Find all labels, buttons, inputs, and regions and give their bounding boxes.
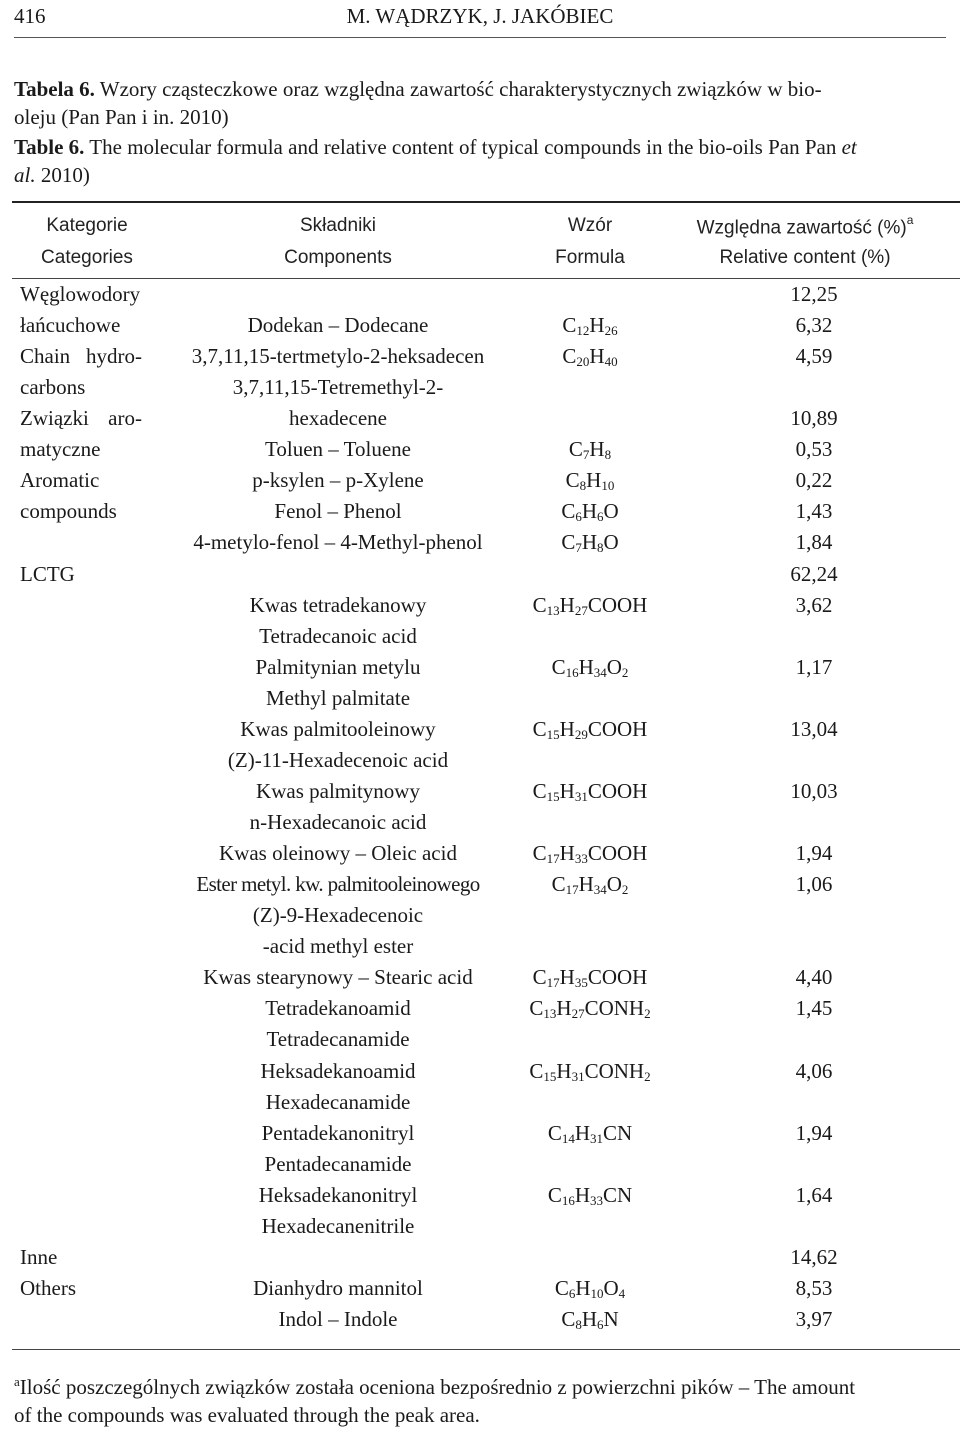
formula-symbol: C <box>551 654 566 679</box>
table-row <box>0 655 960 686</box>
content-value-cell: 13,04 <box>790 716 838 741</box>
formula-cell <box>500 1307 680 1332</box>
formula-symbol: C <box>551 872 566 897</box>
formula-symbol: C <box>561 1306 576 1331</box>
formula-symbol: C <box>547 1182 562 1207</box>
table-row <box>0 375 960 406</box>
content-value-cell: 1,43 <box>795 499 833 524</box>
content-value-cell: 14,62 <box>790 1244 838 1269</box>
table-row <box>0 313 960 344</box>
component-cell: Kwas oleinowy – Oleic acid <box>219 841 457 866</box>
table-row <box>0 996 960 1027</box>
content-value-cell: 6,32 <box>795 313 833 338</box>
table-row <box>0 1152 960 1183</box>
table-row <box>0 1027 960 1058</box>
page-number: 416 <box>14 4 46 28</box>
table-bottom-rule <box>12 1349 960 1350</box>
component-cell: Toluen – Toluene <box>265 437 411 462</box>
component-cell: Kwas palmitynowy <box>256 778 420 803</box>
col-header-components-pl: Składniki <box>299 215 377 236</box>
formula-symbol: CN <box>603 1120 633 1145</box>
col-header-categories-pl: Kategorie <box>46 215 128 236</box>
formula-subscript: 8 <box>597 540 604 556</box>
component-cell: Hexadecanamide <box>265 1089 411 1114</box>
caption-english <box>14 133 954 189</box>
component-cell: Palmitynian metylu <box>255 654 421 679</box>
table-row <box>0 624 960 655</box>
formula-symbol: C <box>532 778 547 803</box>
formula-subscript: 29 <box>574 726 588 742</box>
component-cell: Pentadekanonitryl <box>261 1120 415 1145</box>
component-cell: Heksadekanonitryl <box>258 1182 418 1207</box>
formula-subscript: 6 <box>575 509 582 525</box>
formula-subscript: 17 <box>546 851 560 867</box>
caption-polish-line1: Wzory cząsteczkowe oraz względna zawartość charakterystycznych związków w bio- <box>94 77 822 101</box>
formula-symbol: C <box>529 996 544 1021</box>
formula-symbol: C <box>554 1275 569 1300</box>
component-cell: Kwas tetradekanowy <box>249 592 427 617</box>
formula-symbol: H <box>574 1182 590 1207</box>
formula-cell <box>500 965 680 990</box>
table-row <box>0 748 960 779</box>
formula-cell <box>500 717 680 742</box>
table-row <box>0 1276 960 1307</box>
formula-subscript: 2 <box>644 1068 651 1084</box>
formula-symbol: H <box>559 965 575 990</box>
component-cell: Pentadecanamide <box>264 1151 412 1176</box>
col-header-formula-pl: Wzór <box>567 215 613 236</box>
table-row <box>0 499 960 530</box>
formula-subscript: 27 <box>571 1006 585 1022</box>
formula-symbol: H <box>574 1120 590 1145</box>
formula-cell <box>500 593 680 618</box>
formula-cell <box>500 655 680 680</box>
formula-symbol: COOH <box>587 592 648 617</box>
formula-symbol: O <box>603 1275 619 1300</box>
formula-symbol: H <box>559 841 575 866</box>
table-row <box>0 562 960 593</box>
content-value-cell: 10,03 <box>790 778 838 803</box>
formula-symbol: H <box>556 1058 572 1083</box>
table-row <box>0 1059 960 1090</box>
formula-subscript: 10 <box>590 1285 604 1301</box>
formula-symbol: H <box>581 499 597 524</box>
caption-english-label: Table 6. <box>14 135 85 159</box>
table-row <box>0 437 960 468</box>
formula-subscript: 2 <box>621 882 629 898</box>
formula-subscript: 16 <box>561 1192 575 1208</box>
formula-symbol: C <box>532 965 547 990</box>
component-cell: Tetradekanoamid <box>265 996 411 1021</box>
formula-symbol: CONH <box>584 1058 645 1083</box>
formula-subscript: 7 <box>575 540 582 556</box>
formula-subscript: 8 <box>575 1316 582 1332</box>
component-cell: 3,7,11,15-Tetremethyl-2- <box>232 375 444 400</box>
table-row <box>0 530 960 561</box>
component-cell: Dodekan – Dodecane <box>247 313 429 338</box>
formula-symbol: C <box>562 313 577 338</box>
formula-symbol: C <box>532 716 547 741</box>
formula-subscript: 31 <box>590 1130 603 1146</box>
content-value-cell: 8,53 <box>795 1275 833 1300</box>
formula-symbol: O <box>606 654 622 679</box>
component-cell: Kwas palmitooleinowy <box>240 716 436 741</box>
formula-symbol: C <box>547 1120 562 1145</box>
table-row <box>0 344 960 375</box>
footnote-marker: a <box>14 1374 20 1389</box>
col-header-content-pl-text: Względna zawartość (%) <box>696 217 907 239</box>
table-row <box>0 779 960 810</box>
formula-subscript: 8 <box>604 447 612 463</box>
footnote-line2: of the compounds was evaluated through the peak area. <box>14 1403 480 1427</box>
content-value-cell: 62,24 <box>790 561 838 586</box>
caption-english-al: al. <box>14 163 36 187</box>
formula-subscript: 31 <box>574 788 588 804</box>
formula-cell <box>500 344 680 369</box>
header-bottom-rule <box>12 278 960 279</box>
col-header-components-en: Components <box>284 247 392 268</box>
table-row <box>0 468 960 499</box>
formula-cell <box>500 437 680 462</box>
table-row <box>0 810 960 841</box>
col-header-categories-en: Categories <box>41 247 133 268</box>
formula-cell <box>500 499 680 524</box>
formula-symbol: H <box>556 996 572 1021</box>
formula-symbol: H <box>559 778 575 803</box>
category-cell: carbons <box>20 375 86 400</box>
component-cell: 4-metylo-fenol – 4-Methyl-phenol <box>193 530 483 555</box>
caption-polish-line2: oleju (Pan Pan i in. 2010) <box>14 105 229 129</box>
formula-subscript: 6 <box>597 1316 604 1332</box>
formula-symbol: N <box>603 1306 619 1331</box>
formula-subscript: 2 <box>644 1006 651 1022</box>
formula-cell <box>500 468 680 493</box>
content-value-cell: 1,94 <box>795 1120 833 1145</box>
table-row <box>0 593 960 624</box>
content-value-cell: 10,89 <box>790 406 838 431</box>
footnote <box>14 1368 954 1429</box>
formula-symbol: C <box>532 592 547 617</box>
formula-symbol: H <box>578 654 594 679</box>
formula-subscript: 15 <box>546 726 560 742</box>
formula-symbol: CN <box>603 1182 633 1207</box>
formula-symbol: C <box>565 468 580 493</box>
table-row <box>0 1245 960 1276</box>
formula-symbol: H <box>589 313 605 338</box>
caption-english-etal: et <box>841 135 857 159</box>
content-value-cell: 4,59 <box>795 344 833 369</box>
table-row <box>0 903 960 934</box>
formula-symbol: H <box>578 872 594 897</box>
content-value-cell: 0,22 <box>795 468 833 493</box>
formula-subscript: 13 <box>543 1006 557 1022</box>
formula-cell <box>500 1121 680 1146</box>
category-cell: compounds <box>20 499 117 524</box>
table-row <box>0 686 960 717</box>
formula-symbol: C <box>568 437 583 462</box>
formula-subscript: 15 <box>543 1068 557 1084</box>
formula-symbol: O <box>603 530 619 555</box>
page-header <box>14 0 946 40</box>
table-row <box>0 1307 960 1338</box>
formula-subscript: 16 <box>565 664 579 680</box>
col-header-content-en: Relative content (%) <box>719 247 891 268</box>
formula-subscript: 6 <box>568 1285 576 1301</box>
component-cell: p-ksylen – p-Xylene <box>252 468 424 493</box>
header-rule <box>14 37 946 38</box>
formula-subscript: 34 <box>593 664 607 680</box>
formula-symbol: H <box>581 530 597 555</box>
caption-polish <box>14 75 954 131</box>
formula-subscript: 12 <box>576 323 590 339</box>
component-cell: (Z)-11-Hexadecenoic acid <box>227 747 449 772</box>
formula-subscript: 8 <box>579 478 587 494</box>
table-row <box>0 1183 960 1214</box>
formula-symbol: C <box>532 841 547 866</box>
category-cell: Węglowodory <box>20 282 141 306</box>
formula-symbol: H <box>581 1306 597 1331</box>
footnote-line1: Ilość poszczególnych związków została oceniona bezpośrednio z powierzchni pików – The amount <box>19 1375 856 1399</box>
formula-subscript: 7 <box>582 447 590 463</box>
content-value-cell: 0,53 <box>795 437 833 462</box>
category-cell: matyczne <box>20 437 101 462</box>
formula-symbol: C <box>561 499 576 524</box>
formula-subscript: 2 <box>621 664 629 680</box>
content-value-cell: 1,06 <box>795 872 833 897</box>
component-cell: 3,7,11,15-tertmetylo-2-heksadecen <box>191 344 485 369</box>
component-cell: Heksadekanoamid <box>260 1058 416 1083</box>
component-cell: Kwas stearynowy – Stearic acid <box>203 965 473 990</box>
category-cell: Inne <box>20 1244 58 1269</box>
component-cell: Ester metyl. kw. palmitooleinowego <box>196 872 480 897</box>
content-value-cell: 4,06 <box>795 1058 833 1083</box>
table-row <box>0 717 960 748</box>
caption-english-line2: 2010) <box>35 163 90 187</box>
col-header-content-sup: a <box>906 213 914 227</box>
formula-symbol: CONH <box>584 996 645 1021</box>
formula-subscript: 34 <box>593 882 607 898</box>
formula-cell <box>500 996 680 1021</box>
formula-cell <box>500 1059 680 1084</box>
caption-english-line1: The molecular formula and relative content of typical compounds in the bio-oils Pan Pan <box>84 135 842 159</box>
formula-subscript: 20 <box>576 354 590 370</box>
content-value-cell: 1,45 <box>795 996 833 1021</box>
formula-symbol: H <box>559 592 575 617</box>
formula-cell <box>500 313 680 338</box>
formula-cell <box>500 530 680 555</box>
col-header-formula-en: Formula <box>555 247 625 268</box>
formula-cell <box>500 841 680 866</box>
formula-symbol: COOH <box>587 778 648 803</box>
formula-subscript: 27 <box>574 602 588 618</box>
formula-subscript: 35 <box>574 975 588 991</box>
table-row <box>0 406 960 437</box>
table-top-rule <box>12 201 960 203</box>
content-value-cell: 1,17 <box>795 654 833 679</box>
formula-subscript: 14 <box>561 1130 575 1146</box>
component-cell: n-Hexadecanoic acid <box>249 810 427 835</box>
component-cell: Tetradecanamide <box>266 1027 410 1052</box>
content-value-cell: 3,62 <box>795 592 833 617</box>
formula-cell <box>500 1276 680 1301</box>
formula-symbol: H <box>575 1275 591 1300</box>
formula-subscript: 33 <box>590 1192 603 1208</box>
formula-symbol: C <box>562 344 577 369</box>
formula-cell <box>500 872 680 897</box>
formula-symbol: COOH <box>587 841 648 866</box>
component-cell: Methyl palmitate <box>265 685 411 710</box>
formula-symbol: C <box>529 1058 544 1083</box>
table-row <box>0 1214 960 1245</box>
component-cell: Indol – Indole <box>278 1306 398 1331</box>
formula-subscript: 17 <box>565 882 579 898</box>
formula-subscript: 4 <box>618 1285 626 1301</box>
component-cell: hexadecene <box>289 406 387 431</box>
formula-subscript: 31 <box>571 1068 585 1084</box>
table-row <box>0 1121 960 1152</box>
content-value-cell: 3,97 <box>795 1306 833 1331</box>
formula-symbol: O <box>606 872 622 897</box>
formula-subscript: 17 <box>546 975 560 991</box>
component-cell: Fenol – Phenol <box>274 499 402 524</box>
formula-subscript: 15 <box>546 788 560 804</box>
formula-symbol: COOH <box>587 965 648 990</box>
category-cell: LCTG <box>20 561 75 586</box>
content-value-cell: 1,64 <box>795 1182 833 1207</box>
formula-symbol: C <box>561 530 576 555</box>
table-row <box>0 934 960 965</box>
content-value-cell: 4,40 <box>795 965 833 990</box>
formula-subscript: 33 <box>574 851 588 867</box>
formula-cell <box>500 779 680 804</box>
component-cell: (Z)-9-Hexadecenoic <box>252 903 424 928</box>
formula-symbol: H <box>586 468 602 493</box>
category-cell: łańcuchowe <box>20 313 121 338</box>
table-row <box>0 872 960 903</box>
formula-symbol: H <box>589 344 605 369</box>
table-row <box>0 282 960 313</box>
formula-symbol: COOH <box>587 716 648 741</box>
component-cell: Dianhydro mannitol <box>253 1275 423 1300</box>
table-row <box>0 965 960 996</box>
formula-subscript: 40 <box>604 354 618 370</box>
formula-subscript: 26 <box>604 323 618 339</box>
formula-symbol: H <box>559 716 575 741</box>
category-cell: Others <box>20 1275 76 1300</box>
category-cell: Chain hydro- <box>20 344 142 369</box>
col-header-content-pl <box>670 215 940 239</box>
running-title: M. WĄDRZYK, J. JAKÓBIEC <box>346 4 614 28</box>
formula-subscript: 6 <box>597 509 604 525</box>
formula-cell <box>500 1183 680 1208</box>
formula-symbol: O <box>603 499 619 524</box>
component-cell: Hexadecanenitrile <box>261 1213 415 1238</box>
table-row <box>0 841 960 872</box>
content-value-cell: 12,25 <box>790 282 838 306</box>
formula-symbol: H <box>589 437 605 462</box>
category-cell: Związki aro- <box>20 406 142 431</box>
formula-subscript: 13 <box>546 602 560 618</box>
caption-polish-label: Tabela 6. <box>14 77 95 101</box>
category-cell: Aromatic <box>20 468 100 493</box>
table-row <box>0 1090 960 1121</box>
component-cell: Tetradecanoic acid <box>259 623 417 648</box>
component-cell: -acid methyl ester <box>262 934 414 959</box>
content-value-cell: 1,94 <box>795 841 833 866</box>
formula-subscript: 10 <box>601 478 615 494</box>
content-value-cell: 1,84 <box>795 530 833 555</box>
